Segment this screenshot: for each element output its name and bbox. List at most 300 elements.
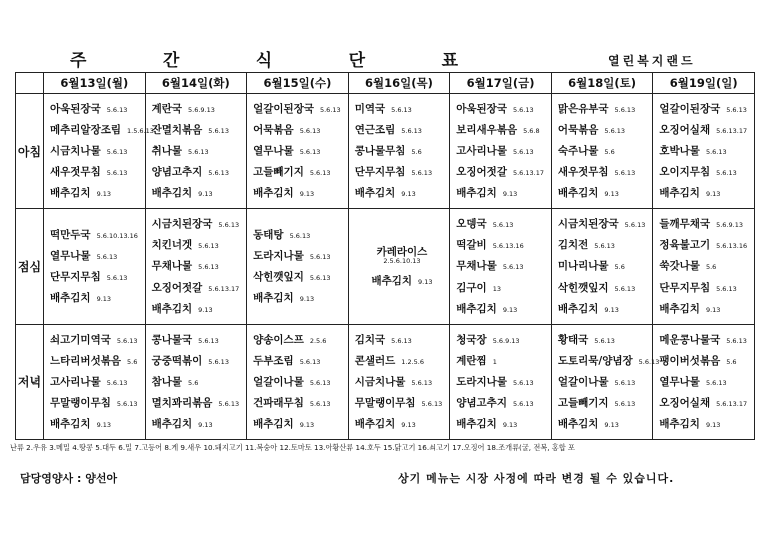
allergen-codes: 5.6 — [127, 357, 138, 366]
dish-name: 오징어젓갈 — [456, 166, 507, 179]
dish-name: 두부조림 — [253, 354, 294, 367]
dish-name: 계란찜 — [456, 354, 487, 367]
allergen-codes: 5.6.13 — [512, 399, 534, 408]
menu-cell — [653, 94, 755, 209]
allergen-codes: 5.6 — [604, 148, 615, 157]
dish-item — [44, 229, 145, 241]
dish-item — [44, 103, 145, 115]
dish-name: 오징어실채 — [659, 396, 711, 409]
menu-cell — [44, 209, 146, 324]
menu-cell — [145, 324, 247, 439]
allergen-codes: 5.6.9.13 — [188, 106, 215, 114]
dish-name: 열무나물 — [253, 145, 294, 158]
dish-name: 배추김치 — [456, 417, 497, 430]
allergen-codes: 5.6.13 — [319, 106, 341, 114]
allergen-codes: 5.6.13 — [106, 273, 128, 282]
dish-item — [653, 355, 754, 367]
allergen-codes: 9.13 — [502, 420, 518, 429]
dish-item — [653, 397, 754, 409]
allergen-codes: 5.6 — [614, 263, 625, 272]
dish-name: 열무나물 — [659, 375, 700, 388]
allergen-codes: 9.13 — [705, 420, 721, 429]
menu-cell — [247, 209, 349, 324]
dish-item — [653, 218, 754, 230]
dish-item — [450, 303, 551, 315]
dish-name: 배추김치 — [557, 417, 599, 430]
dish-item — [44, 376, 145, 388]
dish-name: 떡갈비 — [456, 239, 487, 252]
dish-name: 어묵볶음 — [557, 124, 599, 137]
dish-item — [552, 418, 653, 430]
menu-cell — [450, 94, 552, 209]
dish-name: 호박나물 — [659, 145, 700, 158]
page-title — [70, 46, 460, 71]
allergen-codes: 5.6.13 — [391, 106, 412, 114]
dish-name: 배추김치 — [151, 187, 193, 200]
allergen-legend: 난류 2.우유 3.메밀 4.땅콩 5.대두 6.밀 7.고등어 8.게 9.새우 10.돼지고기 11.복숭아 12.토마토 13.아황산류 14.호두 15.닭고기 16.쇠고기 17.오징어 18.조개류(굴, 전복, 홍합 포 — [10, 443, 575, 452]
dish-item — [552, 354, 660, 367]
dish-item — [552, 397, 653, 409]
allergen-codes: 5.6.13.16 — [716, 242, 748, 251]
dish-item — [146, 397, 247, 409]
dish-item — [146, 166, 247, 178]
day-header: 6월14일(화) — [145, 73, 247, 94]
dish-name: 배추김치 — [659, 302, 700, 315]
dish-item — [349, 355, 450, 367]
dish-name: 얼갈이된장국 — [253, 103, 314, 115]
dietitian-credit: 담당영양사 : 양선아 — [20, 472, 118, 485]
organization-name: 열린복지랜드 — [608, 54, 696, 68]
meal-label: 저녁 — [16, 324, 44, 439]
allergen-codes: 5.6.13 — [502, 263, 524, 272]
dish-name: 얼갈이된장국 — [659, 103, 721, 115]
dish-name: 김치전 — [557, 239, 589, 252]
dish-item — [247, 376, 348, 388]
allergen-codes: 5.6.13 — [218, 221, 240, 230]
dish-name: 숙주나물 — [557, 145, 599, 158]
meal-row — [16, 94, 755, 209]
dish-item — [146, 103, 247, 115]
dish-item — [552, 187, 653, 199]
dish-name: 배추김치 — [354, 187, 396, 200]
dish-name: 어묵볶음 — [253, 124, 294, 137]
dish-item — [450, 145, 551, 157]
allergen-codes: 5.6.13 — [401, 127, 422, 136]
allergen-codes: 5.6.13 — [594, 336, 615, 345]
dish-name: 고사리나물 — [456, 145, 507, 158]
dish-item — [653, 303, 754, 315]
title-char: 간 — [162, 51, 182, 71]
allergen-codes: 5.6.13 — [208, 127, 229, 136]
allergen-codes: 9.13 — [299, 295, 315, 304]
allergen-codes: 9.13 — [299, 420, 315, 429]
allergen-codes: 5.6.8 — [523, 127, 540, 136]
dish-name: 취나물 — [151, 145, 182, 158]
day-header-row — [16, 73, 755, 94]
menu-cell — [145, 209, 247, 324]
allergen-codes: 2.5.6 — [309, 336, 327, 345]
dish-item — [247, 103, 348, 115]
dish-name: 미나리나물 — [557, 260, 609, 273]
allergen-codes: 2.5.6.10.13 — [383, 257, 421, 266]
dish-item — [247, 355, 348, 367]
menu-cell — [348, 209, 450, 324]
dish-name: 잔멸치볶음 — [151, 124, 203, 137]
dish-item — [552, 303, 653, 315]
dish-name: 도토리묵/양념장 — [557, 354, 633, 367]
dish-item — [450, 397, 551, 409]
dish-item — [44, 397, 145, 409]
dish-item — [349, 246, 450, 266]
allergen-codes: 9.13 — [604, 190, 619, 199]
allergen-codes: 5.6.13 — [309, 169, 331, 178]
allergen-codes: 5.6.13 — [116, 336, 138, 345]
dish-name: 메운콩나물국 — [659, 333, 721, 346]
allergen-codes: 9.13 — [96, 190, 112, 199]
dish-name: 쑥갓나물 — [659, 260, 700, 273]
dish-name: 양송이스프 — [253, 333, 304, 346]
allergen-codes: 5.6.13 — [116, 399, 138, 408]
allergen-codes: 9.13 — [705, 190, 721, 199]
menu-cell — [145, 94, 247, 209]
dish-name: 새우젓무침 — [557, 166, 609, 179]
allergen-codes: 5.6.13 — [512, 148, 534, 157]
dish-name: 카레라이스 — [376, 246, 428, 259]
dish-name: 오징어실채 — [659, 124, 711, 137]
dish-item — [552, 260, 653, 272]
allergen-codes: 5.6.13 — [106, 169, 128, 178]
dish-item — [247, 124, 348, 136]
dish-item — [247, 250, 348, 262]
dish-item — [146, 334, 247, 346]
dish-name: 양념고추지 — [456, 396, 507, 409]
dish-item — [653, 239, 754, 251]
dish-item — [146, 282, 247, 294]
allergen-codes: 5.6.13 — [106, 148, 128, 157]
allergen-codes: 5.6.13 — [289, 231, 311, 240]
dish-item — [349, 397, 450, 409]
dish-name: 무채나물 — [456, 260, 497, 273]
allergen-codes: 5.6.13 — [218, 399, 240, 408]
dish-item — [552, 334, 653, 346]
dish-item — [44, 166, 145, 178]
dish-item — [44, 145, 145, 157]
dish-item — [349, 166, 450, 178]
menu-cell — [348, 94, 450, 209]
dish-name: 치킨너겟 — [151, 239, 193, 252]
dish-name: 참나물 — [151, 375, 182, 388]
menu-cell — [551, 94, 653, 209]
dish-item — [146, 260, 247, 272]
menu-cell — [247, 94, 349, 209]
dish-item — [653, 282, 754, 294]
dish-item — [146, 303, 247, 315]
allergen-codes: 5.6 — [726, 357, 737, 366]
dish-item — [653, 166, 754, 178]
dish-name: 아욱된장국 — [456, 103, 507, 115]
allergen-codes: 9.13 — [502, 305, 518, 314]
dish-name: 콘샐러드 — [354, 354, 396, 367]
allergen-codes: 5.6.13 — [421, 399, 443, 408]
title-char: 단 — [348, 51, 368, 71]
dish-name: 보리새우볶음 — [456, 124, 518, 137]
allergen-codes: 1 — [492, 357, 497, 366]
dish-item — [349, 145, 450, 157]
day-header: 6월19일(일) — [653, 73, 755, 94]
menu-cell — [551, 209, 653, 324]
dish-item — [44, 250, 145, 262]
dish-name: 배추김치 — [659, 187, 700, 200]
dish-name: 배추김치 — [354, 417, 396, 430]
dish-name: 메추리알장조림 — [50, 124, 122, 137]
dish-item — [349, 124, 450, 136]
allergen-codes: 5.6.13 — [411, 378, 433, 387]
dish-item — [247, 229, 348, 241]
allergen-codes: 5.6.13 — [638, 357, 660, 366]
dish-name: 청국장 — [456, 333, 487, 346]
menu-cell — [44, 94, 154, 209]
dish-item — [146, 145, 247, 157]
dish-item — [450, 187, 551, 199]
allergen-codes: 9.13 — [401, 190, 416, 199]
allergen-codes: 5.6.13 — [299, 127, 321, 136]
dish-item — [349, 275, 450, 287]
dish-name: 김구이 — [456, 281, 487, 294]
allergen-codes: 5.6.13 — [614, 399, 636, 408]
dish-item — [349, 187, 450, 199]
dish-item — [349, 418, 450, 430]
allergen-codes: 5.6.13 — [299, 357, 321, 366]
dish-name: 배추김치 — [371, 274, 413, 287]
dish-name: 연근조림 — [354, 124, 396, 137]
dish-name: 정육불고기 — [659, 239, 711, 252]
dish-name: 동태탕 — [253, 228, 284, 241]
allergen-codes: 5.6.13 — [309, 378, 331, 387]
dish-name: 무말랭이무침 — [354, 396, 416, 409]
dish-item — [653, 418, 754, 430]
allergen-codes: 5.6.13 — [705, 148, 727, 157]
dish-name: 시금치된장국 — [557, 218, 619, 231]
allergen-codes: 5.6.10.13.16 — [96, 231, 138, 240]
dish-item — [552, 218, 653, 230]
dish-name: 쇠고기미역국 — [50, 333, 111, 346]
meal-row — [16, 324, 755, 439]
allergen-codes: 5.6.13 — [614, 106, 636, 114]
allergen-codes: 5.6.13 — [96, 252, 118, 261]
dish-name: 얼갈이나물 — [253, 375, 304, 388]
dish-item — [450, 355, 551, 367]
weekly-menu-table — [15, 72, 755, 440]
allergen-codes: 5.6 — [411, 148, 422, 157]
dish-item — [247, 271, 348, 283]
dish-name: 배추김치 — [253, 417, 294, 430]
meal-label: 점심 — [16, 209, 44, 324]
allergen-codes: 5.6.13 — [198, 336, 219, 345]
dish-item — [653, 187, 754, 199]
dish-item — [450, 418, 551, 430]
allergen-codes: 5.6.13 — [106, 106, 128, 114]
dish-name: 시금치나물 — [50, 145, 101, 158]
allergen-codes: 5.6.13 — [716, 284, 737, 293]
dish-name: 배추김치 — [456, 302, 497, 315]
dish-item — [247, 292, 348, 304]
dish-name: 느타리버섯볶음 — [50, 354, 122, 367]
dish-name: 삭힌깻잎지 — [253, 270, 304, 283]
dish-name: 새우젓무침 — [50, 166, 101, 179]
allergen-codes: 5.6.13 — [614, 378, 636, 387]
allergen-codes: 5.6.13 — [512, 106, 534, 114]
dish-item — [247, 166, 348, 178]
dish-item — [247, 187, 348, 199]
allergen-codes: 5.6.13.17 — [716, 127, 748, 136]
dish-name: 궁중떡볶이 — [151, 354, 203, 367]
dish-name: 단무지무침 — [354, 166, 406, 179]
meal-label: 아침 — [16, 94, 44, 209]
dish-name: 무말랭이무침 — [50, 396, 111, 409]
dish-item — [450, 103, 551, 115]
dish-name: 고사리나물 — [50, 375, 101, 388]
menu-cell — [653, 324, 755, 439]
day-header: 6월13일(월) — [44, 73, 146, 94]
menu-cell — [653, 209, 755, 324]
dish-name: 건파래무침 — [253, 396, 304, 409]
title-char: 표 — [441, 51, 460, 71]
allergen-codes: 5.6.13 — [208, 357, 229, 366]
menu-cell — [44, 324, 146, 439]
dish-name: 얼갈이나물 — [557, 375, 609, 388]
dish-item — [44, 355, 145, 367]
dish-name: 아욱된장국 — [50, 103, 101, 115]
dish-item — [349, 376, 450, 388]
dish-name: 콩나물무침 — [354, 145, 406, 158]
allergen-codes: 9.13 — [418, 277, 433, 286]
dish-name: 오이지무침 — [659, 166, 711, 179]
menu-cell — [551, 324, 660, 439]
dish-name: 고들빼기지 — [557, 396, 609, 409]
allergen-codes: 5.6.13 — [299, 148, 321, 157]
allergen-codes: 5.6.13 — [492, 221, 514, 230]
allergen-codes: 9.13 — [705, 305, 721, 314]
allergen-codes: 9.13 — [604, 305, 619, 314]
allergen-codes: 5.6 — [705, 263, 717, 272]
day-header: 6월17일(금) — [450, 73, 552, 94]
allergen-codes: 5.6.13 — [309, 252, 331, 261]
dish-name: 배추김치 — [151, 417, 193, 430]
allergen-codes: 5.6.13 — [614, 169, 636, 178]
allergen-codes: 9.13 — [198, 190, 213, 199]
day-header: 6월16일(목) — [348, 73, 450, 94]
dish-item — [450, 124, 551, 136]
dish-item — [552, 282, 653, 294]
allergen-codes: 5.6.13 — [512, 378, 534, 387]
dish-item — [146, 187, 247, 199]
allergen-codes: 9.13 — [604, 420, 619, 429]
dish-item — [552, 124, 653, 136]
allergen-codes: 5.6.13 — [208, 169, 229, 178]
dish-name: 배추김치 — [253, 292, 294, 305]
dish-item — [349, 103, 450, 115]
dish-item — [44, 334, 145, 346]
allergen-codes: 9.13 — [96, 295, 112, 304]
allergen-codes: 9.13 — [299, 190, 315, 199]
allergen-codes: 5.6.13 — [604, 127, 626, 136]
allergen-codes: 5.6 — [188, 378, 199, 387]
allergen-codes: 5.6.13 — [716, 169, 737, 178]
dish-name: 배추김치 — [557, 302, 599, 315]
dish-name: 배추김치 — [151, 302, 193, 315]
dish-item — [552, 376, 653, 388]
dish-name: 오뎅국 — [456, 218, 487, 231]
dish-name: 배추김치 — [557, 187, 599, 200]
dish-item — [450, 260, 551, 272]
day-header: 6월18일(토) — [551, 73, 653, 94]
dish-item — [146, 418, 247, 430]
allergen-codes: 5.6.13 — [188, 148, 209, 157]
title-char: 주 — [70, 51, 89, 71]
dish-name: 배추김치 — [659, 417, 700, 430]
allergen-codes: 9.13 — [401, 420, 416, 429]
dish-name: 단무지무침 — [659, 281, 711, 294]
allergen-codes: 5.6.13 — [391, 336, 412, 345]
dish-item — [247, 334, 348, 346]
allergen-codes: 5.6.13 — [309, 399, 331, 408]
dish-name: 무채나물 — [151, 260, 193, 273]
dish-item — [450, 334, 551, 346]
allergen-codes: 1.2.5.6 — [401, 357, 425, 366]
allergen-codes: 5.6.13 — [198, 263, 219, 272]
dish-name: 도라지나물 — [253, 249, 304, 262]
dish-item — [552, 239, 653, 251]
dish-item — [146, 218, 247, 230]
dish-name: 계란국 — [151, 103, 182, 115]
dish-item — [653, 124, 754, 136]
dish-item — [552, 166, 653, 178]
dish-item — [247, 397, 348, 409]
dish-name: 삭힌깻잎지 — [557, 281, 609, 294]
dish-name: 고들빼기지 — [253, 166, 304, 179]
title-char: 식 — [255, 51, 275, 71]
allergen-codes: 13 — [492, 284, 501, 293]
dish-item — [653, 376, 754, 388]
dish-item — [146, 239, 247, 251]
dish-item — [146, 376, 247, 388]
dish-item — [247, 145, 348, 157]
dish-name: 콩나물국 — [151, 333, 193, 346]
allergen-codes: 1.5.6.13 — [127, 127, 154, 136]
dish-item — [44, 271, 145, 283]
dish-item — [349, 334, 450, 346]
dish-item — [653, 103, 754, 115]
allergen-codes: 5.6.13.17 — [208, 284, 240, 293]
allergen-codes: 5.6.13 — [624, 221, 646, 230]
allergen-codes: 5.6.13 — [614, 284, 636, 293]
dish-item — [552, 145, 653, 157]
dish-name: 황태국 — [557, 333, 589, 346]
dish-name: 떡만두국 — [50, 228, 91, 241]
dish-item — [44, 418, 145, 430]
dish-item — [450, 166, 551, 178]
dish-name: 배추김치 — [456, 187, 497, 200]
allergen-codes: 5.6.13 — [198, 242, 219, 251]
menu-cell — [348, 324, 450, 439]
dish-item — [44, 187, 145, 199]
dish-name: 도라지나물 — [456, 375, 507, 388]
dish-name: 미역국 — [354, 103, 386, 115]
allergen-codes: 9.13 — [198, 305, 213, 314]
allergen-codes: 5.6.13.16 — [492, 242, 524, 251]
allergen-codes: 5.6.9.13 — [492, 336, 520, 345]
dish-item — [653, 334, 754, 346]
